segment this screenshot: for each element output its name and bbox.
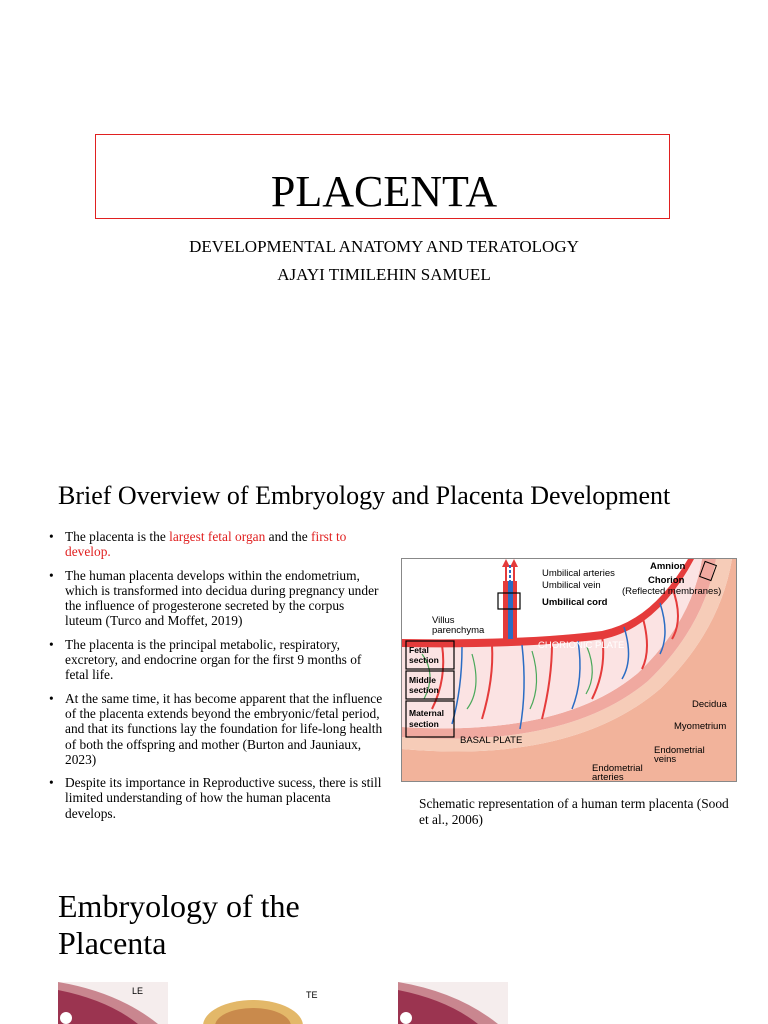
label-villus: Villus [432, 615, 455, 626]
placenta-schematic [402, 559, 737, 782]
subtitle: DEVELOPMENTAL ANATOMY AND TERATOLOGY [189, 237, 579, 256]
label-basal-plate: BASAL PLATE [460, 735, 523, 746]
label-amnion: Amnion [650, 561, 686, 572]
list-item: • The human placenta develops within the endometrium, which is transformed into decidua during pregnancy under the influence of progesterone secreted by the corpus luteum (Turco and Moffet, 2019) [49, 568, 384, 629]
list-item [49, 529, 384, 560]
label-middle-section: section [409, 685, 439, 695]
section-heading-overview: Brief Overview of Embryology and Placenta Development [58, 481, 671, 510]
label-reflected-membranes: (Reflected membranes) [622, 586, 722, 597]
placenta-diagram [401, 558, 737, 782]
label-fetal: Fetal [409, 645, 429, 655]
label-te: TE [306, 990, 318, 1000]
list-item: • Despite its importance in Reproductive sucess, there is still limited understanding of how the human placenta develops. [49, 775, 384, 821]
label-middle: Middle [409, 675, 436, 685]
label-maternal-section: section [409, 719, 439, 729]
bullet-text: The placenta is the [65, 529, 170, 544]
bullet-text: and the [265, 529, 312, 544]
label-myometrium: Myometrium [674, 721, 727, 732]
label-chorion: Chorion [648, 575, 685, 586]
label-endometrial-veins-1: Endometrial [654, 745, 705, 756]
label-fetal-section: section [409, 655, 439, 665]
section-heading-embryology: Embryology of the Placenta [58, 888, 300, 961]
embryology-images [58, 982, 730, 1024]
highlight-text: largest fetal organ [169, 529, 266, 544]
page-title: PLACENTA [270, 167, 498, 216]
label-endometrial-veins-2: veins [654, 754, 677, 765]
author-name: AJAYI TIMILEHIN SAMUEL [277, 265, 491, 284]
label-le: LE [132, 986, 144, 996]
label-maternal: Maternal [409, 708, 444, 718]
label-umbilical-arteries: Umbilical arteries [542, 568, 615, 579]
bullet-list [49, 529, 384, 829]
label-parenchyma: parenchyma [432, 625, 485, 636]
label-decidua: Decidua [692, 699, 727, 710]
label-chorionic-plate: CHORIONIC PLATE [538, 640, 625, 651]
label-endometrial-arteries-1: Endometrial [592, 763, 643, 774]
label-umbilical-cord: Umbilical cord [542, 597, 608, 608]
label-umbilical-vein: Umbilical vein [542, 580, 601, 591]
embryology-illustrations [58, 982, 730, 1024]
highlight-text: first to develop. [65, 529, 347, 560]
label-endometrial-arteries-2: arteries [592, 772, 624, 782]
figure-caption: Schematic representation of a human term placenta (Sood et al., 2006) [419, 796, 729, 827]
list-item: • At the same time, it has become apparent that the influence of the placenta extends beyond the embryonic/fetal period, and that its functions lay the foundation for life-long health of both the offspring and mother (Burton and Jauniaux, 2023) [49, 691, 384, 767]
list-item: • The placenta is the principal metabolic, respiratory, excretory, and endocrine organ for the first 9 months of fetal life. [49, 637, 384, 683]
